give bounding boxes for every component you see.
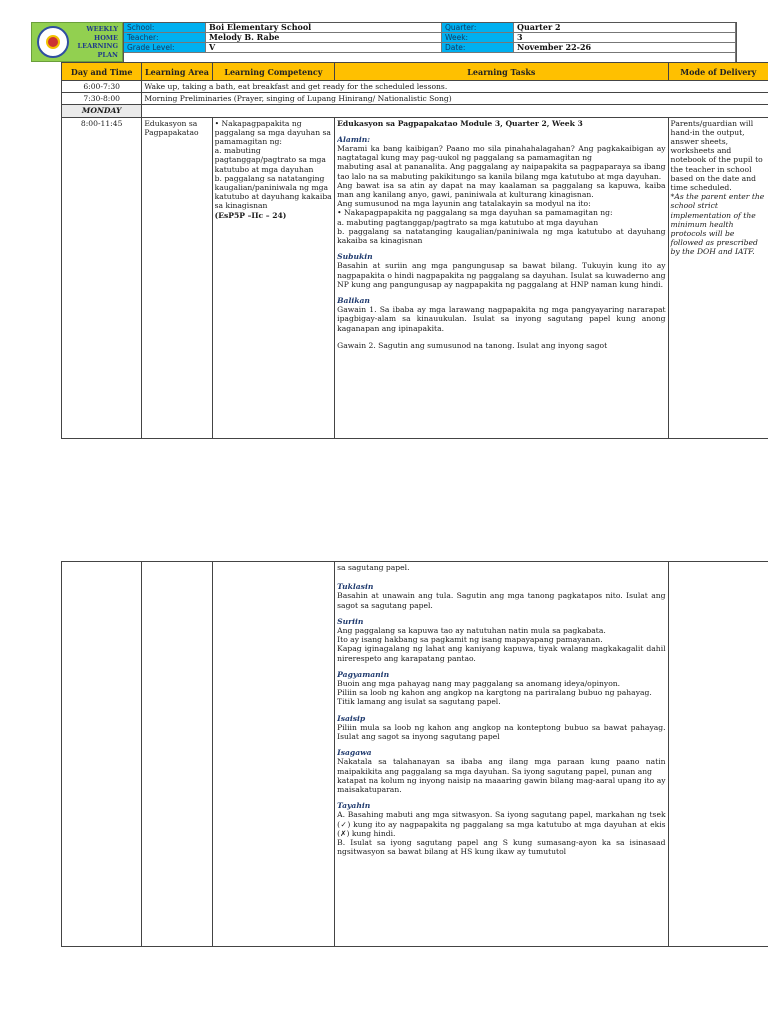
teacher-label: Teacher: — [124, 33, 206, 43]
mode-of-delivery: Parents/guardian will hand-in the output, answer sheets, worksheets and notebook of the pupil to the teacher in school based on the date and time scheduled. *As the parent enter the school strict implementation of the minimum health protocols will be followed as prescribed by the DOH and IATF. — [668, 117, 768, 438]
whlp-logo-box — [31, 22, 123, 62]
col-learning-area: Learning Area — [142, 63, 212, 81]
table-row — [62, 562, 768, 947]
section-tayahin: Tayahin — [337, 801, 371, 811]
grade-label: Grade Level: — [124, 43, 206, 53]
module-title: Edukasyon sa Pagpapakatao Module 3, Quarter 2, Week 3 — [337, 118, 583, 128]
table-row — [62, 93, 768, 105]
school-value: Boi Elementary School — [206, 23, 442, 33]
learning-tasks: Edukasyon sa Pagpapakatao Module 3, Quarter 2, Week 3 Alamin: Marami ka bang kaibigan? Paano mo sila pinahahalagahan? Ang pagkakaibigan ay nagtatagal kung may pag-uukol ng paggalang sa pamamagitan ng mabuting asal at pananalita. Ang paggalang ay naipapakita sa pagpaparaya sa ibang tao lalo na sa mabuting pakikitungo sa kanila bilang mga katutubo at mga dayuhan. Ang bawat isa sa atin ay dapat na may kaalaman sa paggalang sa kapuwa, kaiba man ang kanilang anyo, gawi, paniniwala at kulturang kinagisnan. Ang sumusunod na mga layunin ang tatalakayin sa modyul na ito: • Nakapagpapakita ng paggalang sa mga dayuhan sa pamamagitan ng: a. mabuting pagtanggap/pagtrato sa mga katutubo at mga dayuhan b. paggalang sa natatanging kaugalian/paniniwala ng mga katutubo at dayuhang kakaiba sa kinagisnan Subukin Basahin at suriin ang mga pangungusap sa bawat bilang. Tukuyin kung ito ay nagpapakita o hindi nagpapakita ng paggalang sa dayuhan. Isulat sa kuwaderno ang NP kung ang pangungusap ay nagpapakita ng paggalang at HNP naman kung hindi. Balikan Gawain 1. Sa ibaba ay mga larawang nagpapakita ng mga pangyayaring nararapat ipagbigay-alam sa kinauukulan. Isulat sa inyong sagutang papel kung anong kaganapan ang ipinapakita. Gawain 2. Sagutin ang sumusunod na tanong. Isulat ang inyong sagot — [335, 117, 668, 438]
weekly-plan-table — [61, 62, 768, 439]
row-time: 6:00-7:30 — [62, 81, 142, 93]
weekly-plan-table-continued — [61, 561, 768, 947]
table-row — [62, 117, 768, 438]
date-value: November 22-26 — [514, 43, 736, 53]
section-pagyamanin: Pagyamanin — [337, 669, 390, 679]
week-value: 3 — [514, 33, 736, 43]
table-row — [62, 105, 768, 117]
row-task: Morning Preliminaries (Prayer, singing of Lupang Hinirang/ Nationalistic Song) — [142, 93, 768, 105]
header-info-grid — [123, 22, 737, 62]
day-label: MONDAY — [62, 105, 142, 117]
deped-seal-icon — [37, 26, 69, 58]
section-alamin: Alamin: — [337, 134, 371, 144]
section-isaisip: Isaisip — [337, 713, 366, 723]
section-subukin: Subukin — [337, 252, 373, 262]
row-task: Wake up, taking a bath, eat breakfast and get ready for the scheduled lessons. — [142, 81, 768, 93]
main-time: 8:00-11:45 — [62, 117, 142, 438]
table-row — [62, 81, 768, 93]
date-label: Date: — [442, 43, 514, 53]
teacher-value: Melody B. Rabe — [206, 33, 442, 43]
section-suriin: Suriin — [337, 616, 364, 626]
section-tuklasin: Tuklasin — [337, 582, 374, 592]
school-label: School: — [124, 23, 206, 33]
section-balikan: Balikan — [337, 296, 370, 306]
section-isagawa: Isagawa — [337, 748, 372, 758]
col-mode-delivery: Mode of Delivery — [668, 63, 768, 81]
week-label: Week: — [442, 33, 514, 43]
col-day-time: Day and Time — [62, 63, 142, 81]
whlp-label: WEEKLY HOME LEARNING PLAN — [77, 25, 118, 59]
learning-tasks-continued: sa sagutang papel. Tuklasin Basahin at unawain ang tula. Sagutin ang mga tanong pagkatapos nito. Isulat ang sagot sa sagutang papel. Suriin Ang paggalang sa kapuwa tao ay natutuhan natin mula sa pagkabata. Ito ay isang hakbang sa pagkamit ng isang mapayapang pamayanan. Kapag iginagalang ng lahat ang kaniyang kapuwa, tiyak walang magkakagalit dahil nirerespeto ang karapatang pantao. Pagyamanin Buoin ang mga pahayag nang may paggalang sa anomang ideya/opinyon. Piliin sa loob ng kahon ang angkop na kargtong na pariralang bubuo ng pahayag. Titik lamang ang isulat sa sagutang papel. Isaisip Piliin mula sa loob ng kahon ang angkop na konteptong bubuo sa bawat pahayag. Isulat ang sagot sa inyong sagutang papel Isagawa Nakatala sa talahanayan sa ibaba ang ilang mga paraan kung paano natin maipakikita ang paggalang sa mga dayuhan. Sa iyong sagutang papel, punan ang katapat na kolum ng inyong naisip na maaaring gawin bilang mag-aaral upang ito ay maisakatuparan. Tayahin A. Basahing mabuti ang mga sitwasyon. Sa iyong sagutang papel, markahan ng tsek (✓) kung ito ay nagpapakita ng paggalang sa mga katutubo at mga dayuhan at ekis (✗) kung hindi. B. Isulat sa iyong sagutang papel ang S kung sumasang-ayon ka sa isinasaad ngsitwasyon sa bawat bilang at HS kung ikaw ay tumututol — [335, 562, 668, 947]
quarter-value: Quarter 2 — [514, 23, 736, 33]
row-time: 7:30-8:00 — [62, 93, 142, 105]
grade-value: V — [206, 43, 442, 53]
competency-code: (EsP5P –IIc – 24) — [214, 210, 287, 220]
col-learning-competency: Learning Competency — [212, 63, 335, 81]
delivery-note: *As the parent enter the school strict implementation of the minimum health protocols will be followed as prescribed by the DOH and IATF. — [670, 192, 765, 257]
col-learning-tasks: Learning Tasks — [335, 63, 668, 81]
learning-area: Edukasyon sa Pagpapakatao — [142, 117, 212, 438]
quarter-label: Quarter: — [442, 23, 514, 33]
learning-competency: • Nakapagpapakita ng paggalang sa mga dayuhan sa pamamagitan ng: a. mabuting pagtanggap/pagtrato sa mga katutubo at mga dayuhan b. paggalang sa natatanging kaugalian/paniniwala ng mga katutubo at dayuhang kakaiba sa kinagisnan (EsP5P –IIc – 24) — [212, 117, 335, 438]
